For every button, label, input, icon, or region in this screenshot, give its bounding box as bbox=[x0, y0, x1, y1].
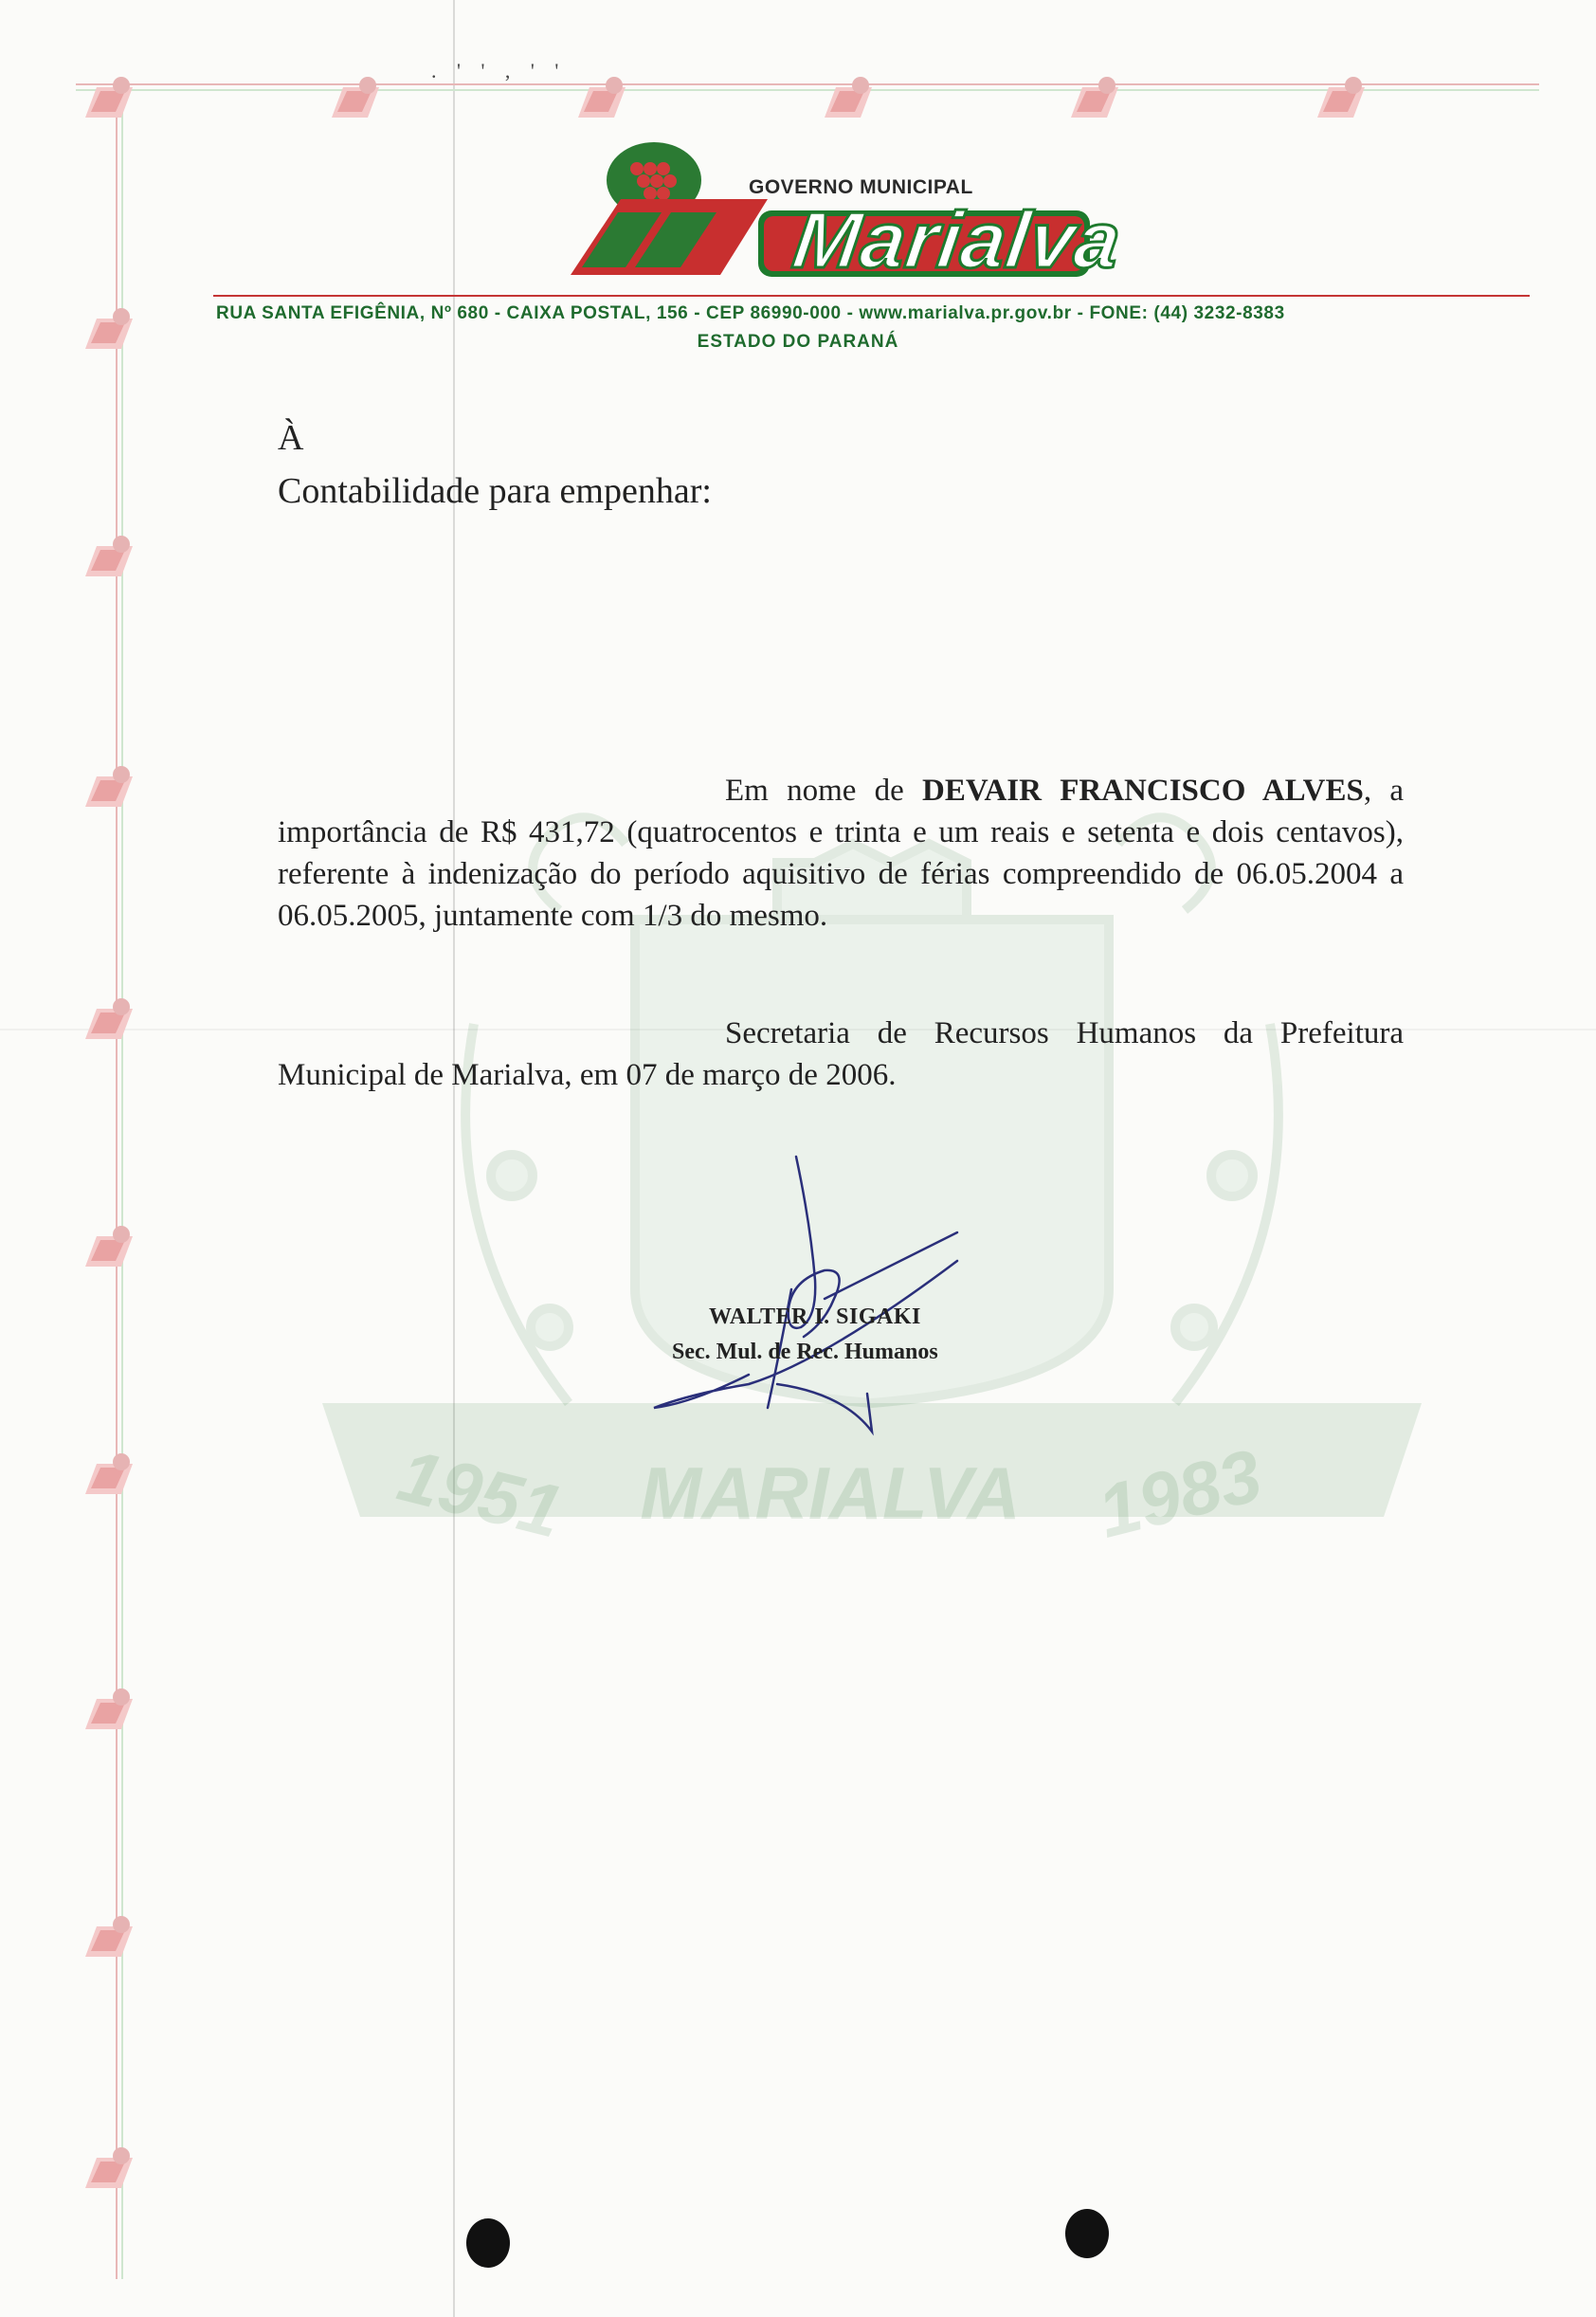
watermark-city: MARIALVA bbox=[640, 1451, 1021, 1535]
watermark-year-right: 1983 bbox=[1090, 1432, 1270, 1554]
border-logo-icon bbox=[83, 763, 142, 811]
border-logo-icon bbox=[83, 533, 142, 580]
paragraph-intro: Em nome de bbox=[725, 774, 923, 808]
header-address: RUA SANTA EFIGÊNIA, Nº 680 - CAIXA POSTAL, 156 - CEP 86990-000 - www.marialva.pr.gov.br - FONE: (44) 3232-8383 bbox=[216, 303, 1285, 323]
scan-marks: . ' ' , ' ' bbox=[431, 59, 567, 82]
signatory-name: WALTER I. SIGAKI bbox=[709, 1304, 921, 1329]
border-logo-icon bbox=[83, 1913, 142, 1961]
border-logo-icon bbox=[83, 2144, 142, 2192]
border-logo-icon bbox=[330, 74, 389, 121]
signatory-title: Sec. Mul. de Rec. Humanos bbox=[672, 1340, 938, 1364]
brand-name: Marialva bbox=[788, 195, 1127, 284]
watermark-year-left: 1951 bbox=[390, 1432, 571, 1554]
government-label: GOVERNO MUNICIPAL bbox=[749, 176, 973, 198]
salutation: À bbox=[278, 418, 304, 458]
employee-name: DEVAIR FRANCISCO ALVES bbox=[922, 774, 1364, 808]
recipient-line: Contabilidade para empenhar: bbox=[278, 471, 712, 511]
handwritten-signature bbox=[635, 1147, 995, 1450]
body-paragraph-1 bbox=[278, 770, 1404, 937]
border-logo-icon bbox=[576, 74, 635, 121]
closing-text: Secretaria de Recursos Humanos da Prefeitura Municipal de Marialva, em 07 de março de 2006. bbox=[278, 1016, 1404, 1092]
border-logo-icon bbox=[1315, 74, 1374, 121]
border-logo-icon bbox=[823, 74, 881, 121]
border-logo-icon bbox=[83, 1223, 142, 1270]
header-rule bbox=[213, 295, 1530, 297]
header-state: ESTADO DO PARANÁ bbox=[697, 332, 899, 352]
border-logo-icon bbox=[83, 74, 142, 121]
body-paragraph-2 bbox=[278, 1013, 1404, 1096]
punch-hole bbox=[1065, 2209, 1109, 2258]
border-logo-icon bbox=[1069, 74, 1128, 121]
border-logo-icon bbox=[83, 995, 142, 1043]
border-logo-icon bbox=[83, 1450, 142, 1498]
watermark-banner bbox=[390, 1432, 1298, 1554]
border-logo-icon bbox=[83, 1686, 142, 1733]
paragraph-rest: , a importância de R$ 431,72 (quatrocentos e trinta e um reais e setenta e dois centavos), referente à indenização do período aquisitivo de férias compreendido de 06.05.2004 a 06.05.2005, juntamente com 1/3 do mesmo. bbox=[278, 774, 1404, 933]
punch-hole bbox=[466, 2218, 510, 2268]
